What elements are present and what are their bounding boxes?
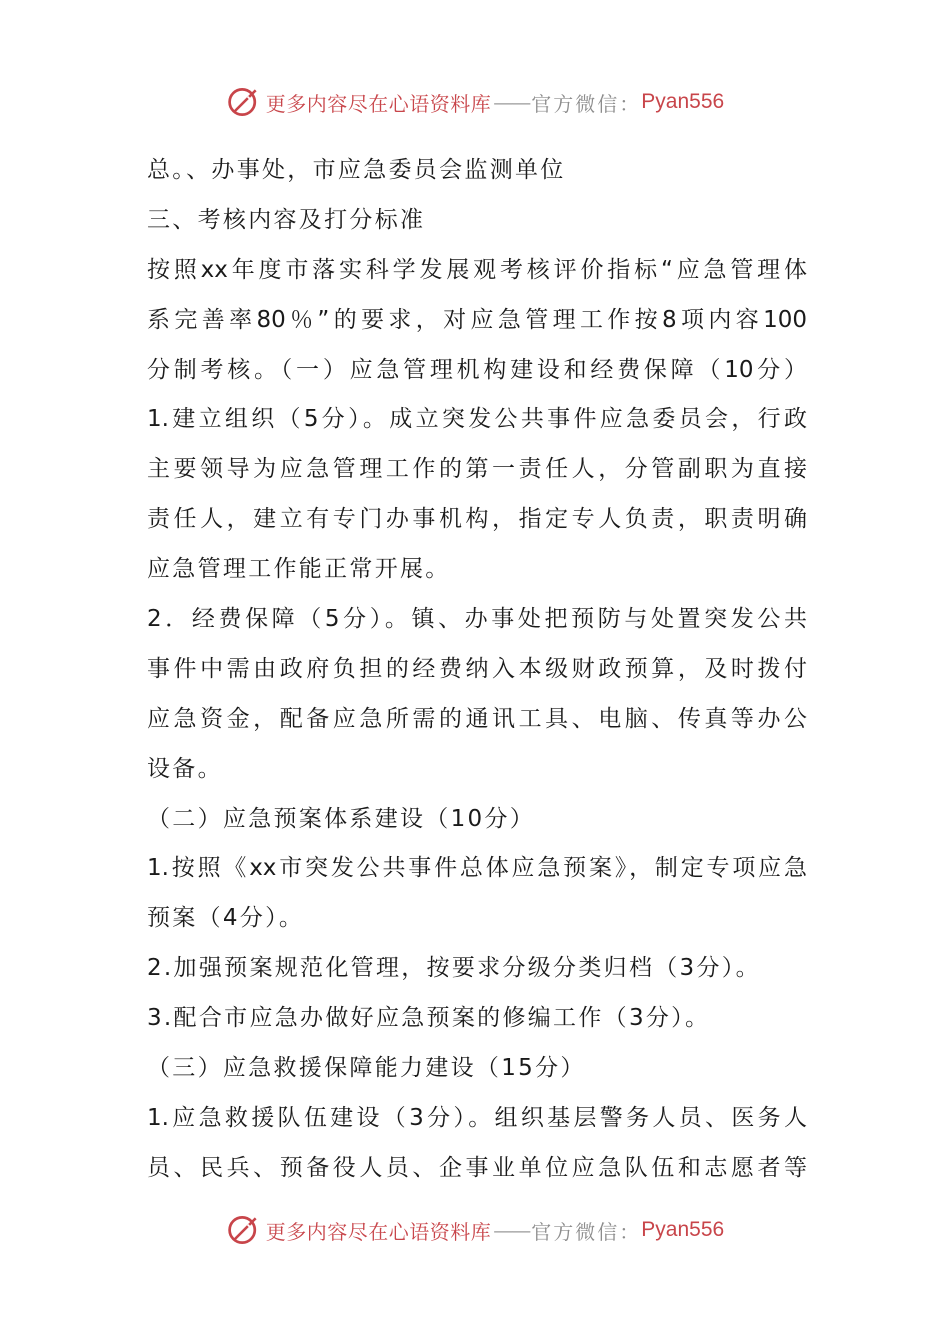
text-line: 事件中需由政府负担的经费纳入本级财政预算，及时拨付	[147, 655, 807, 682]
header-watermark	[0, 80, 950, 124]
text-line: 1.按照《xx市突发公共事件总体应急预案》，制定专项应急	[147, 855, 807, 882]
section-heading: （二）应急预案体系建设（10分）	[147, 805, 536, 832]
watermark-wechat-id: Pyan556	[641, 1218, 725, 1241]
text-line: 主要领导为应急管理工作的第一责任人，分管副职为直接	[147, 456, 807, 483]
text-line: 2．经费保障（5分）。镇、办事处把预防与处置突发公共	[147, 606, 807, 633]
text-line: 应急管理工作能正常开展。	[147, 556, 451, 583]
footer-watermark	[0, 1208, 950, 1252]
section-heading: 三、考核内容及打分标准	[147, 206, 426, 233]
text-line: 总。、办事处，市应急委员会监测单位	[147, 157, 566, 183]
watermark-brand-text: 更多内容尽在心语资料库	[265, 1219, 492, 1244]
text-line: 按照xx年度市落实科学发展观考核评价指标“应急管理体	[147, 256, 807, 283]
pen-logo-icon	[226, 1212, 262, 1248]
text-line: 员、民兵、预备役人员、企事业单位应急队伍和志愿者等	[147, 1154, 807, 1181]
text-line: 2.加强预案规范化管理，按要求分级分类归档（3分）。	[147, 955, 761, 982]
section-heading: （三）应急救援保障能力建设（15分）	[147, 1055, 586, 1082]
watermark-official-label: 官方微信：	[531, 1219, 642, 1244]
pen-logo-icon	[226, 84, 262, 120]
text-line: 应急资金，配备应急所需的通讯工具、电脑、传真等办公	[147, 705, 807, 732]
watermark-wechat-id: Pyan556	[641, 90, 725, 113]
watermark-official-label: 官方微信：	[531, 91, 642, 116]
text-line: 设备。	[147, 755, 223, 782]
text-line: 预案（4分）。	[147, 905, 305, 932]
watermark-brand-text: 更多内容尽在心语资料库	[265, 91, 492, 116]
text-line: 责任人，建立有专门办事机构，指定专人负责，职责明确	[147, 506, 807, 533]
text-line: 分制考核。（一）应急管理机构建设和经费保障（10分）	[147, 356, 807, 383]
text-line: 1.建立组织（5分）。成立突发公共事件应急委员会，行政	[147, 406, 807, 433]
watermark-dash: ——	[493, 1218, 530, 1242]
watermark-dash: ——	[493, 90, 530, 114]
text-line: 系完善率80％”的要求，对应急管理工作按8项内容100	[147, 306, 807, 333]
document-body	[147, 146, 807, 1194]
text-line: 3.配合市应急办做好应急预案的修编工作（3分）。	[147, 1005, 711, 1032]
text-line: 1.应急救援队伍建设（3分）。组织基层警务人员、医务人	[147, 1104, 807, 1131]
